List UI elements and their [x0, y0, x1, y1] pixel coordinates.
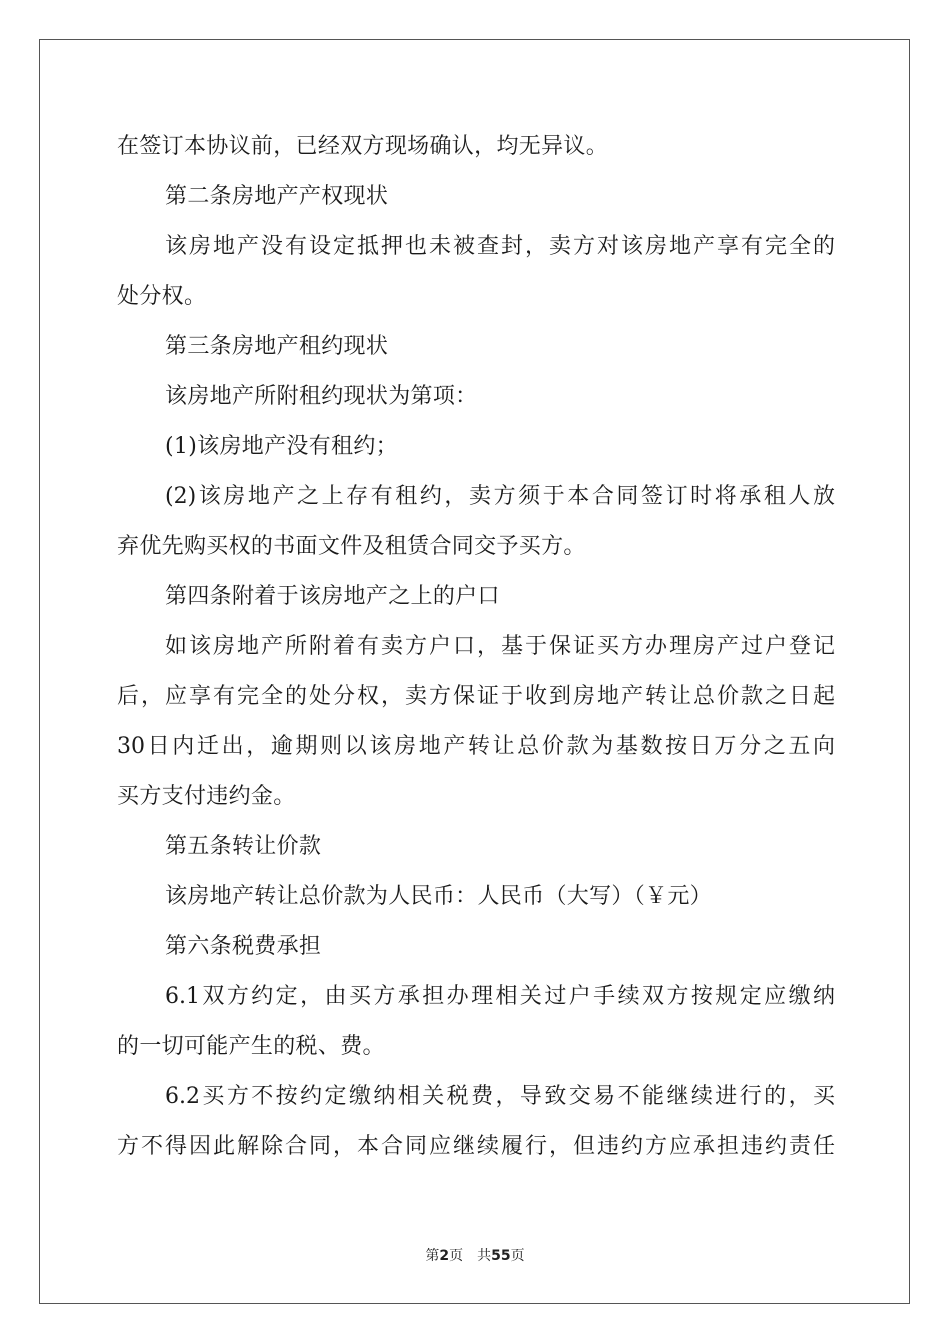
- page-suffix: 页: [449, 1248, 464, 1264]
- body-line: 6.2买方不按约定缴纳相关税费，导致交易不能继续进行的，买: [165, 1084, 835, 1109]
- section-heading: 第二条房地产产权现状: [165, 184, 389, 209]
- body-line: 30日内迁出，逾期则以该房地产转让总价款为基数按日万分之五向: [117, 734, 835, 759]
- section-heading: 第六条税费承担: [165, 934, 322, 959]
- body-line: 6.1双方约定，由买方承担办理相关过户手续双方按规定应缴纳: [165, 984, 835, 1009]
- body-line: 如该房地产所附着有卖方户口，基于保证买方办理房产过户登记: [165, 634, 835, 659]
- section-heading: 第三条房地产租约现状: [165, 334, 389, 359]
- body-line: 该房地产所附租约现状为第项：: [165, 384, 478, 409]
- total-page-count: 55: [491, 1248, 511, 1264]
- body-line: 的一切可能产生的税、费。: [117, 1034, 385, 1059]
- body-line: 该房地产转让总价款为人民币：人民币（大写）（￥元）: [165, 884, 713, 909]
- body-line: 处分权。: [117, 284, 207, 309]
- total-suffix: 页: [510, 1248, 525, 1264]
- body-line: 该房地产没有设定抵押也未被查封，卖方对该房地产享有完全的: [165, 234, 835, 259]
- body-line: 在签订本协议前，已经双方现场确认，均无异议。: [117, 134, 609, 159]
- section-heading: 第四条附着于该房地产之上的户口: [165, 584, 500, 609]
- section-heading: 第五条转让价款: [165, 834, 322, 859]
- current-page-number: 2: [439, 1248, 450, 1264]
- body-line: 方不得因此解除合同，本合同应继续履行，但违约方应承担违约责任: [117, 1134, 835, 1159]
- body-line: 弃优先购买权的书面文件及租赁合同交予买方。: [117, 534, 586, 559]
- body-line: 买方支付违约金。: [117, 784, 296, 809]
- list-item: (2)该房地产之上存有租约，卖方须于本合同签订时将承租人放: [165, 484, 835, 509]
- page-footer: [0, 1245, 950, 1265]
- document-body: [117, 122, 835, 1172]
- total-prefix: 共: [477, 1248, 492, 1264]
- body-line: 后，应享有完全的处分权，卖方保证于收到房地产转让总价款之日起: [117, 684, 835, 709]
- page-prefix: 第: [425, 1248, 440, 1264]
- list-item: (1)该房地产没有租约；: [165, 434, 399, 459]
